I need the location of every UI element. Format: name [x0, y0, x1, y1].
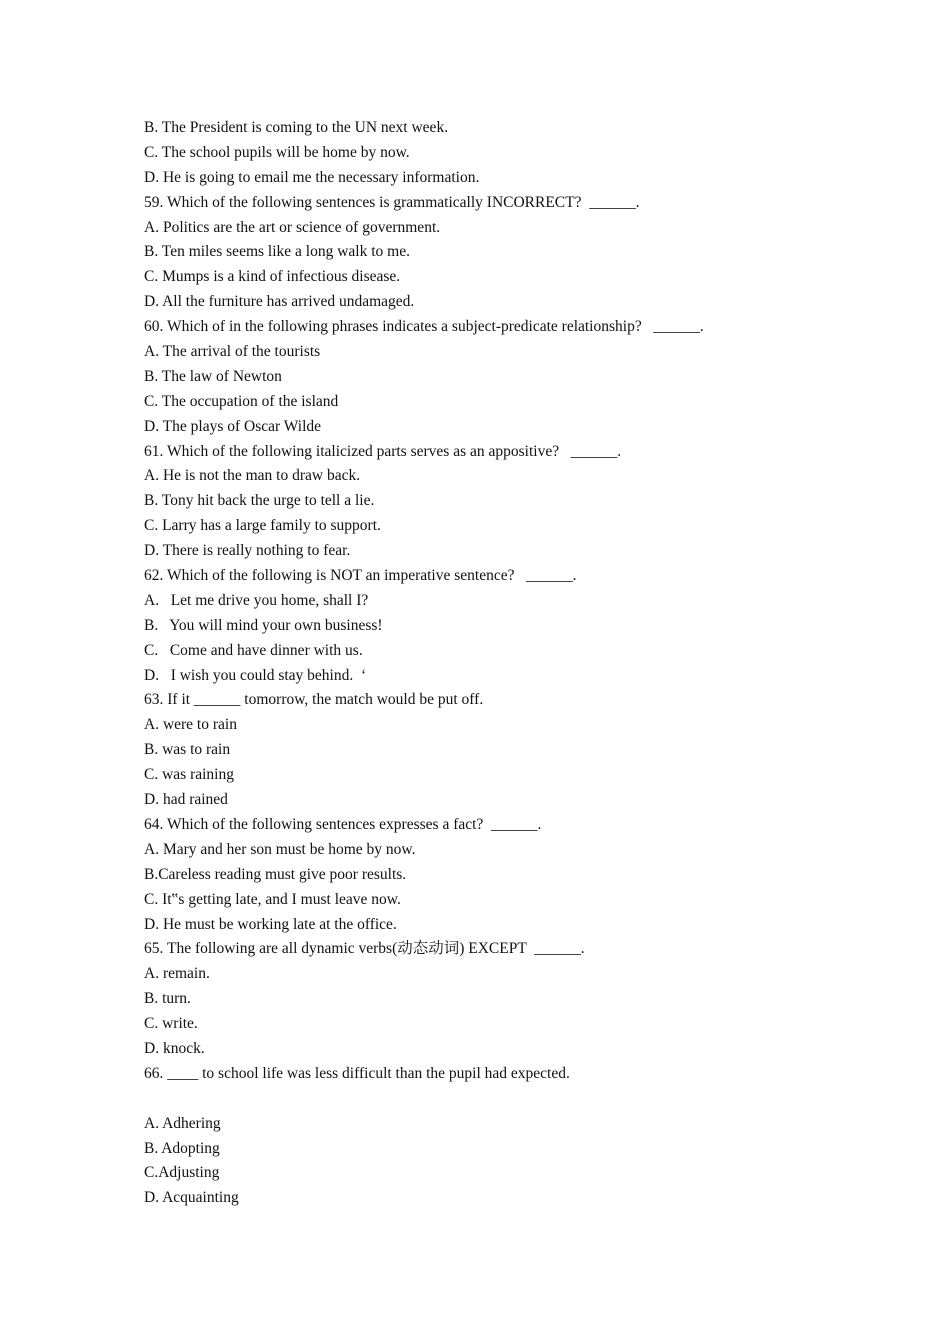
- question-64: 64. Which of the following sentences expresses a fact? ______.: [144, 815, 542, 833]
- question-62: 62. Which of the following is NOT an imperative sentence? ______.: [144, 567, 577, 585]
- question-61: 61. Which of the following italicized parts serves as an appositive? ______.: [144, 442, 622, 460]
- option-line: C. was raining: [144, 766, 234, 784]
- option-line: C.Adjusting: [144, 1164, 220, 1182]
- question-63: 63. If it ______ tomorrow, the match would be put off.: [144, 691, 484, 709]
- option-line: A. He is not the man to draw back.: [144, 467, 361, 485]
- option-line: C. It‟s getting late, and I must leave now.: [144, 890, 401, 908]
- option-line: C. Come and have dinner with us.: [144, 641, 363, 659]
- option-line: C. The school pupils will be home by now.: [144, 143, 410, 161]
- option-line: C. The occupation of the island: [144, 392, 339, 410]
- option-line: D. Acquainting: [144, 1189, 239, 1207]
- option-line: B. The President is coming to the UN next week.: [144, 119, 449, 136]
- option-line: B. Adopting: [144, 1139, 220, 1157]
- option-line: B. turn.: [144, 990, 191, 1008]
- option-line: D. He is going to email me the necessary information.: [144, 168, 480, 186]
- question-59: 59. Which of the following sentences is grammatically INCORRECT? ______.: [144, 193, 640, 211]
- option-line: A. The arrival of the tourists: [144, 343, 321, 361]
- option-line: A. Politics are the art or science of government.: [144, 218, 441, 236]
- option-line: C. Larry has a large family to support.: [144, 517, 381, 535]
- option-line: D. I wish you could stay behind. ‘: [144, 666, 367, 684]
- option-line: D. There is really nothing to fear.: [144, 542, 351, 560]
- blank-line: [144, 1087, 884, 1112]
- option-line: D. He must be working late at the office.: [144, 915, 397, 933]
- option-line: D. had rained: [144, 791, 228, 809]
- option-line: A. Let me drive you home, shall I?: [144, 591, 369, 609]
- option-line: A. Mary and her son must be home by now.: [144, 840, 416, 858]
- option-line: D. knock.: [144, 1039, 205, 1057]
- option-line: A. were to rain: [144, 716, 237, 734]
- option-line: C. Mumps is a kind of infectious disease.: [144, 268, 401, 286]
- question-list: [144, 116, 884, 1211]
- question-66: 66. ____ to school life was less difficult than the pupil had expected.: [144, 1064, 570, 1082]
- option-line: D. The plays of Oscar Wilde: [144, 417, 322, 435]
- option-line: B. Tony hit back the urge to tell a lie.: [144, 492, 375, 510]
- option-line: B. was to rain: [144, 741, 231, 759]
- option-line: B. You will mind your own business!: [144, 616, 383, 634]
- option-line: D. All the furniture has arrived undamaged.: [144, 293, 415, 311]
- question-60: 60. Which of in the following phrases indicates a subject-predicate relationship? ______.: [144, 318, 704, 336]
- option-line: A. Adhering: [144, 1114, 221, 1132]
- option-line: A. remain.: [144, 965, 210, 983]
- option-line: C. write.: [144, 1015, 198, 1033]
- option-line: B. Ten miles seems like a long walk to me.: [144, 243, 410, 261]
- option-line: B.Careless reading must give poor results.: [144, 865, 407, 883]
- question-65: 65. The following are all dynamic verbs(动态动词) EXCEPT ______.: [144, 940, 585, 958]
- option-line: B. The law of Newton: [144, 367, 282, 385]
